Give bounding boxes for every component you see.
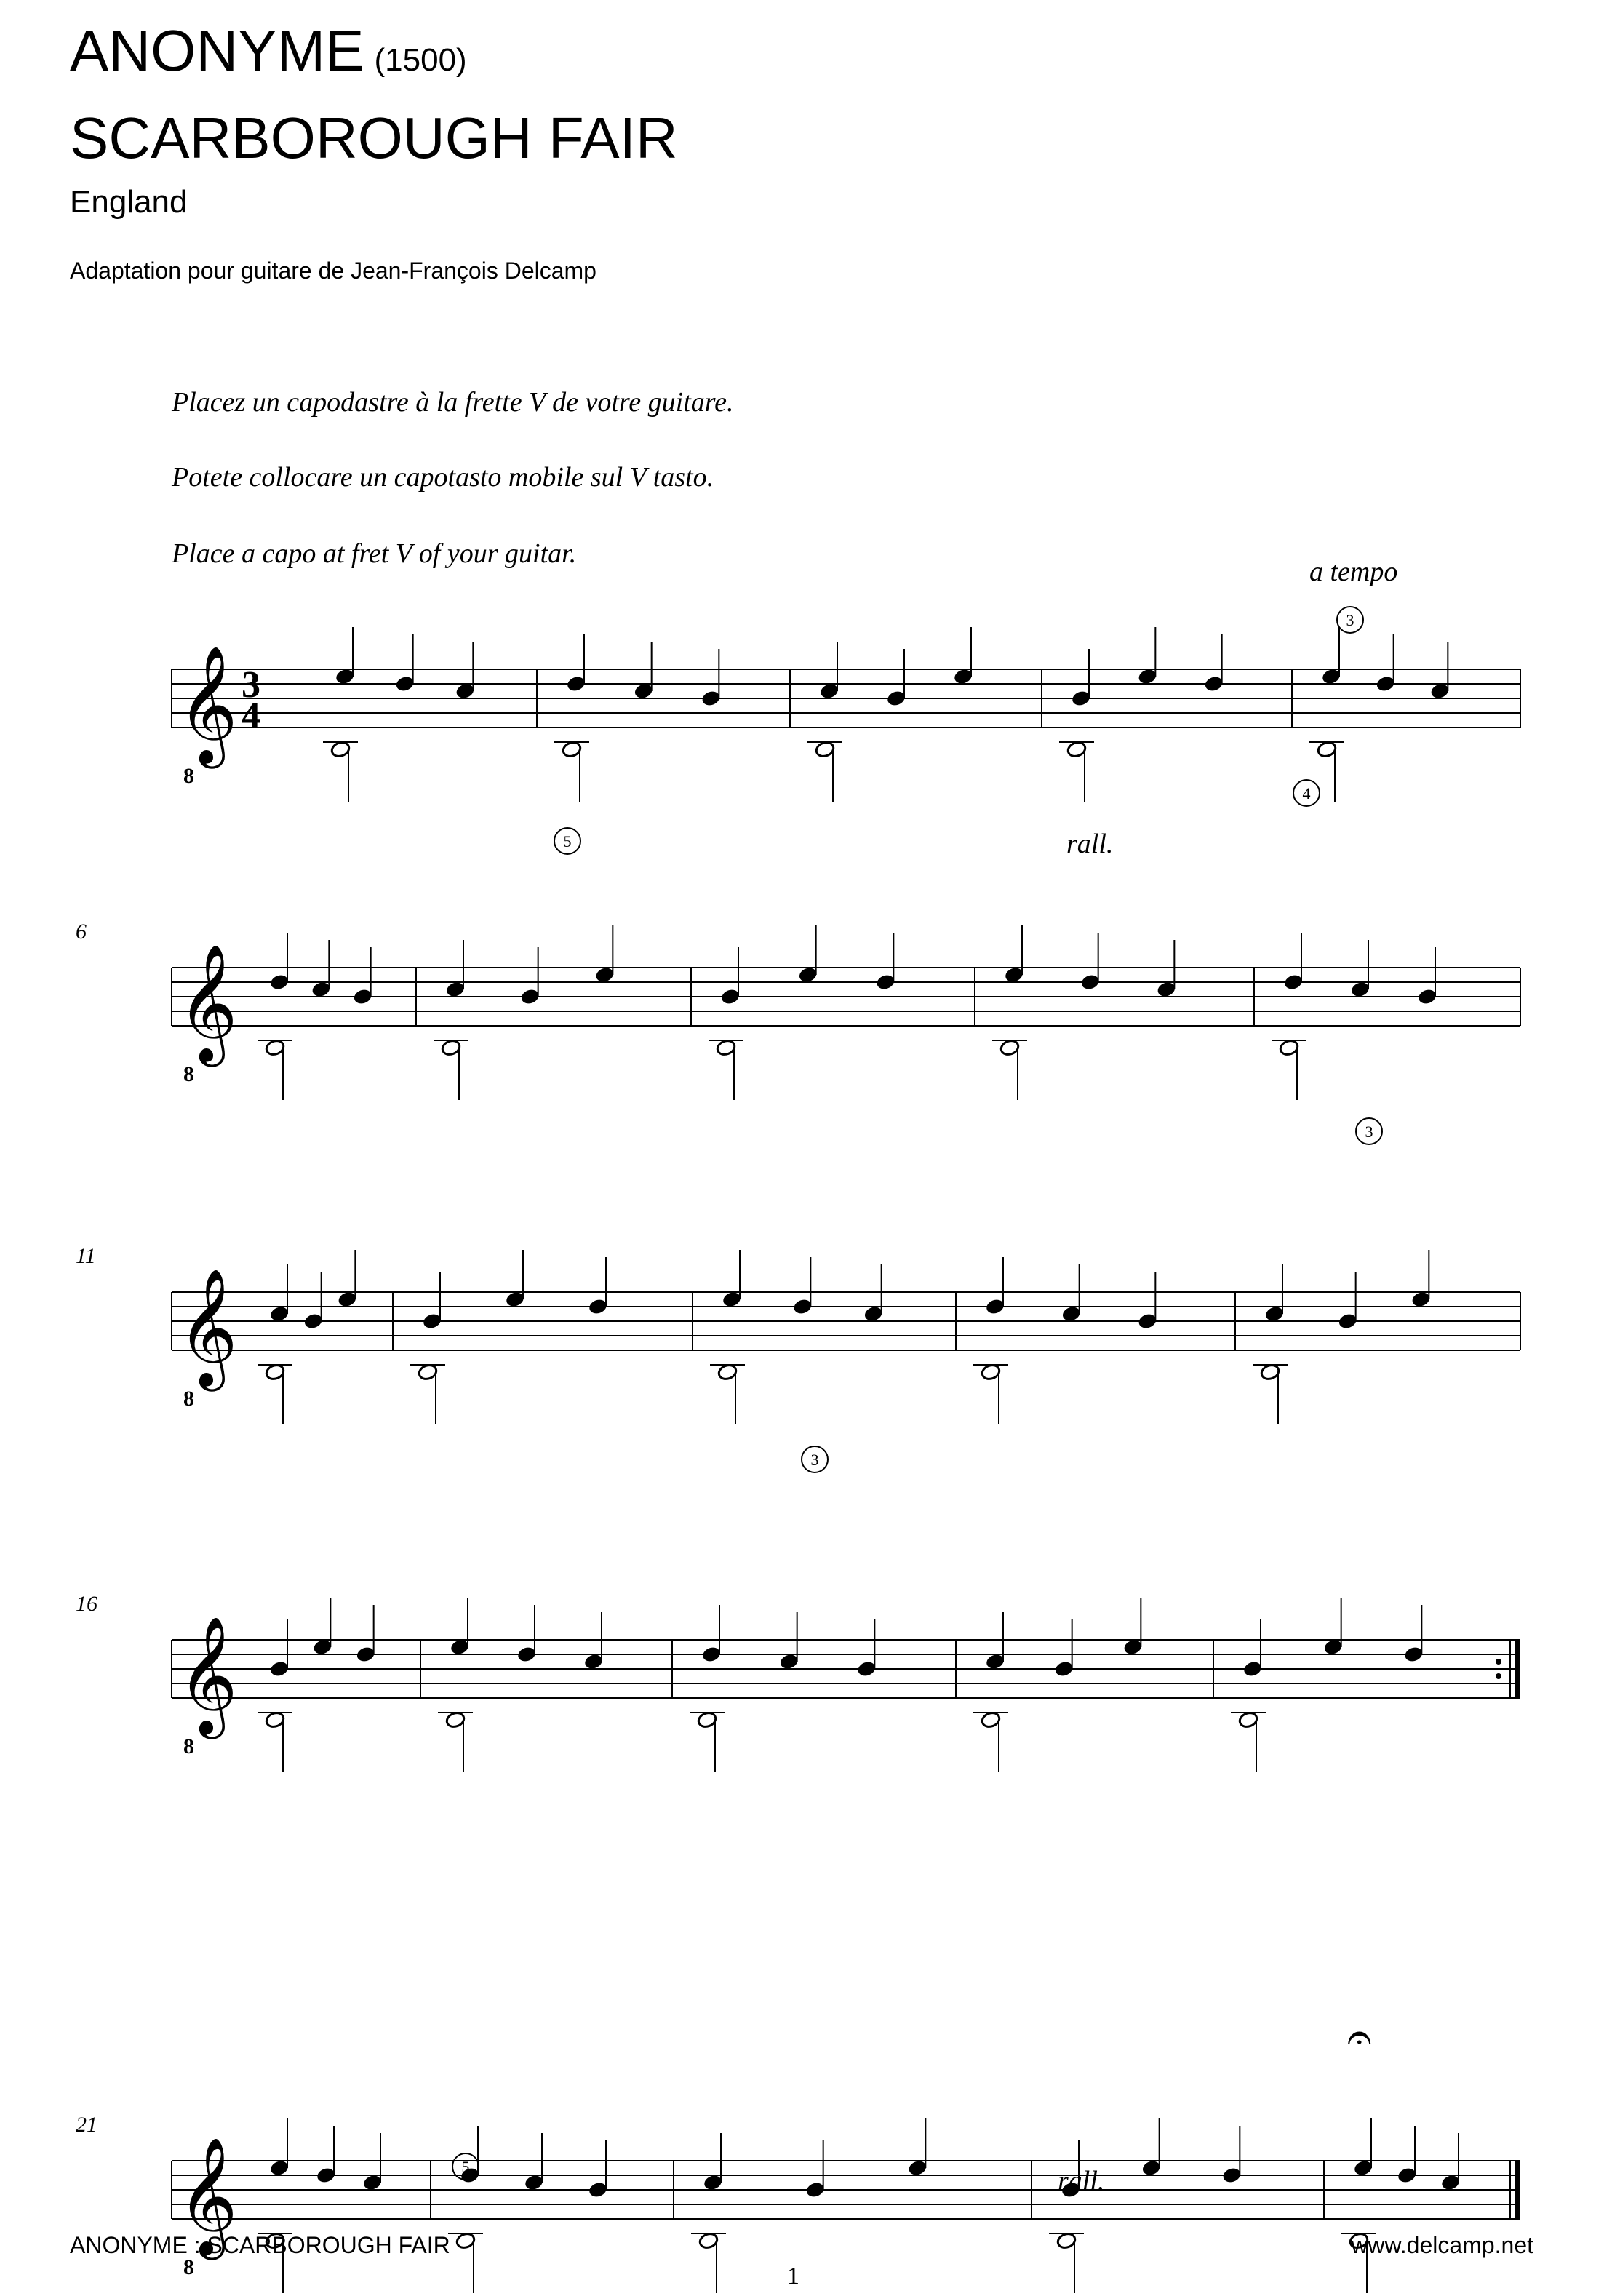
piece-title: SCARBOROUGH FAIR <box>70 105 678 170</box>
measure-number: 16 <box>76 1592 97 1616</box>
treble-clef-icon: 𝄞 <box>177 649 238 762</box>
string-number-label: 4 <box>1302 784 1311 802</box>
measure-number: 6 <box>76 920 87 944</box>
treble-clef-icon: 𝄞 <box>177 1619 238 1732</box>
string-number-label: 3 <box>1346 611 1354 629</box>
fermata-icon: 𝄐 <box>1347 2013 1372 2061</box>
treble-clef-icon: 𝄞 <box>177 947 238 1060</box>
final-barline <box>1515 1640 1520 1698</box>
capo-instruction-italian: Potete collocare un capotasto mobile sul V tasto. <box>172 462 714 493</box>
measure-number: 21 <box>76 2113 97 2137</box>
adaptation-credit: Adaptation pour guitare de Jean-François Delcamp <box>70 258 596 284</box>
repeat-dot <box>1496 1673 1501 1679</box>
repeat-dot <box>1496 1659 1501 1665</box>
time-signature-bottom: 4 <box>242 695 260 736</box>
measure-number: 11 <box>76 1244 96 1268</box>
page-number: 1 <box>787 2263 799 2289</box>
string-number-label: 5 <box>563 832 572 850</box>
clef-octave-label: 8 <box>183 1734 194 1758</box>
footer-website: www.delcamp.net <box>1351 2232 1533 2258</box>
tempo-mark-a-tempo: a tempo <box>1309 557 1398 587</box>
footer-title: ANONYME : SCARBOROUGH FAIR <box>70 2232 450 2258</box>
clef-octave-label: 8 <box>183 1062 194 1086</box>
clef-octave-label: 8 <box>183 764 194 788</box>
capo-instruction-french: Placez un capodastre à la frette V de votre guitare. <box>172 387 734 418</box>
composer-year: (1500) <box>374 42 467 78</box>
string-number-label: 5 <box>461 2158 470 2176</box>
capo-instruction-english: Place a capo at fret V of your guitar. <box>172 538 577 569</box>
time-signature-top: 3 <box>242 664 260 706</box>
string-number-label: 3 <box>1365 1123 1373 1141</box>
treble-clef-icon: 𝄞 <box>177 1272 238 1384</box>
tempo-mark-rall: rall. <box>1058 2166 1105 2196</box>
string-number-label: 3 <box>810 1451 819 1469</box>
piece-country: England <box>70 184 188 220</box>
clef-octave-label: 8 <box>183 1387 194 1411</box>
treble-clef-icon: 𝄞 <box>177 2140 238 2253</box>
tempo-mark-rall: rall. <box>1066 829 1114 859</box>
composer-name: ANONYME <box>70 18 364 83</box>
final-barline <box>1515 2161 1520 2219</box>
clef-octave-label: 8 <box>183 2255 194 2279</box>
